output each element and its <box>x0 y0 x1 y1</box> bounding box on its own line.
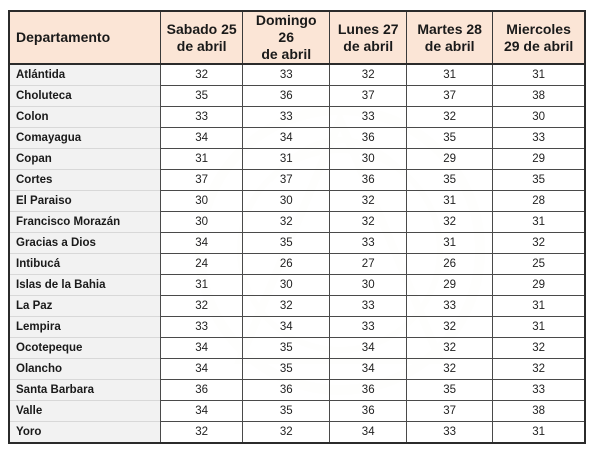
department-name: La Paz <box>9 296 161 317</box>
temp-cell: 33 <box>243 64 330 86</box>
table-row <box>9 275 585 296</box>
department-name: Islas de la Bahia <box>9 275 161 296</box>
header-sabado-25 <box>161 11 243 64</box>
table-row <box>9 149 585 170</box>
temp-cell: 34 <box>330 338 407 359</box>
temp-cell: 34 <box>161 233 243 254</box>
temp-cell: 35 <box>243 338 330 359</box>
department-name: Valle <box>9 401 161 422</box>
temp-cell: 33 <box>161 107 243 128</box>
temp-cell: 29 <box>407 275 493 296</box>
temp-cell: 32 <box>407 317 493 338</box>
table-row <box>9 212 585 233</box>
temp-cell: 32 <box>330 212 407 233</box>
temp-cell: 32 <box>493 338 585 359</box>
temp-cell: 34 <box>243 317 330 338</box>
temp-cell: 34 <box>330 359 407 380</box>
table-row <box>9 317 585 338</box>
temp-cell: 31 <box>161 275 243 296</box>
temp-cell: 36 <box>243 86 330 107</box>
department-name: Colon <box>9 107 161 128</box>
temp-cell: 32 <box>493 359 585 380</box>
header-label: de abril <box>343 37 394 54</box>
table-row <box>9 64 585 86</box>
temp-cell: 34 <box>161 338 243 359</box>
temp-cell: 31 <box>243 149 330 170</box>
temp-cell: 32 <box>243 296 330 317</box>
temp-cell: 32 <box>407 107 493 128</box>
department-name: Gracias a Dios <box>9 233 161 254</box>
temp-cell: 33 <box>330 107 407 128</box>
temp-cell: 26 <box>407 254 493 275</box>
department-name: Olancho <box>9 359 161 380</box>
department-name: Intibucá <box>9 254 161 275</box>
table-row <box>9 401 585 422</box>
header-label: Miercoles <box>506 20 571 37</box>
temp-cell: 32 <box>407 359 493 380</box>
temp-cell: 37 <box>330 86 407 107</box>
temp-cell: 35 <box>407 128 493 149</box>
table-row <box>9 128 585 149</box>
temp-cell: 31 <box>407 233 493 254</box>
temp-cell: 38 <box>493 86 585 107</box>
temp-cell: 29 <box>493 275 585 296</box>
header-martes-28 <box>407 11 493 64</box>
temp-cell: 31 <box>493 296 585 317</box>
department-name: Ocotepeque <box>9 338 161 359</box>
header-miercoles-29 <box>493 11 585 64</box>
temp-cell: 31 <box>493 64 585 86</box>
temp-cell: 34 <box>161 128 243 149</box>
department-name: Santa Barbara <box>9 380 161 401</box>
temp-cell: 35 <box>493 170 585 191</box>
temp-cell: 35 <box>161 86 243 107</box>
temp-cell: 33 <box>493 128 585 149</box>
table-row <box>9 380 585 401</box>
temp-cell: 33 <box>161 317 243 338</box>
temp-cell: 26 <box>243 254 330 275</box>
temp-cell: 29 <box>407 149 493 170</box>
table-header-row <box>9 11 585 64</box>
temp-cell: 30 <box>161 212 243 233</box>
temp-cell: 24 <box>161 254 243 275</box>
temp-cell: 36 <box>330 128 407 149</box>
header-label: Lunes 27 <box>337 20 399 37</box>
temp-cell: 31 <box>407 191 493 212</box>
temp-cell: 32 <box>407 338 493 359</box>
table-row <box>9 233 585 254</box>
temp-cell: 28 <box>493 191 585 212</box>
table-row <box>9 296 585 317</box>
temp-cell: 33 <box>243 107 330 128</box>
department-name: El Paraiso <box>9 191 161 212</box>
temp-cell: 35 <box>407 170 493 191</box>
table-row <box>9 107 585 128</box>
department-name: Choluteca <box>9 86 161 107</box>
temp-cell: 34 <box>161 401 243 422</box>
temp-cell: 34 <box>330 422 407 444</box>
temp-cell: 38 <box>493 401 585 422</box>
temp-cell: 31 <box>493 317 585 338</box>
header-label: 29 de abril <box>503 37 574 54</box>
temp-cell: 30 <box>243 191 330 212</box>
temp-cell: 29 <box>493 149 585 170</box>
temp-cell: 36 <box>330 170 407 191</box>
temp-cell: 36 <box>243 380 330 401</box>
temp-cell: 32 <box>161 64 243 86</box>
temp-cell: 35 <box>407 380 493 401</box>
department-name: Comayagua <box>9 128 161 149</box>
department-name: Cortes <box>9 170 161 191</box>
table-row <box>9 191 585 212</box>
table-row <box>9 86 585 107</box>
temp-cell: 30 <box>493 107 585 128</box>
temp-cell: 34 <box>243 128 330 149</box>
temp-cell: 33 <box>407 296 493 317</box>
temp-cell: 36 <box>330 401 407 422</box>
header-label: Sabado 25 <box>166 20 237 37</box>
temp-cell: 33 <box>330 233 407 254</box>
header-label: Departamento <box>16 29 111 45</box>
temp-cell: 35 <box>243 359 330 380</box>
header-lunes-27 <box>330 11 407 64</box>
temp-cell: 31 <box>161 149 243 170</box>
temp-cell: 36 <box>330 380 407 401</box>
temp-cell: 31 <box>493 212 585 233</box>
temp-cell: 32 <box>407 212 493 233</box>
table-row <box>9 254 585 275</box>
temp-cell: 37 <box>407 86 493 107</box>
table-row <box>9 359 585 380</box>
temp-cell: 30 <box>161 191 243 212</box>
temp-cell: 33 <box>407 422 493 444</box>
temp-cell: 31 <box>493 422 585 444</box>
department-name: Atlántida <box>9 64 161 86</box>
temp-cell: 35 <box>243 401 330 422</box>
temp-cell: 27 <box>330 254 407 275</box>
department-name: Copan <box>9 149 161 170</box>
temp-cell: 37 <box>161 170 243 191</box>
header-label: Martes 28 <box>417 20 482 37</box>
temp-cell: 30 <box>330 275 407 296</box>
department-name: Francisco Morazán <box>9 212 161 233</box>
temp-cell: 32 <box>330 64 407 86</box>
temp-cell: 31 <box>407 64 493 86</box>
temp-cell: 32 <box>330 191 407 212</box>
header-label: de abril <box>261 46 312 62</box>
temp-cell: 36 <box>161 380 243 401</box>
temp-cell: 32 <box>161 296 243 317</box>
header-label: Domingo 26 <box>255 12 317 45</box>
temp-cell: 34 <box>161 359 243 380</box>
table-row <box>9 170 585 191</box>
temp-cell: 37 <box>407 401 493 422</box>
header-label: de abril <box>424 37 475 54</box>
temperature-table <box>8 10 586 444</box>
temp-cell: 33 <box>493 380 585 401</box>
temp-cell: 35 <box>243 233 330 254</box>
header-label: de abril <box>176 37 227 54</box>
temp-cell: 32 <box>243 212 330 233</box>
temp-cell: 37 <box>243 170 330 191</box>
department-name: Yoro <box>9 422 161 444</box>
temp-cell: 25 <box>493 254 585 275</box>
temp-cell: 30 <box>243 275 330 296</box>
temp-cell: 32 <box>243 422 330 444</box>
header-domingo-26 <box>243 11 330 64</box>
temp-cell: 30 <box>330 149 407 170</box>
department-name: Lempira <box>9 317 161 338</box>
temp-cell: 32 <box>493 233 585 254</box>
header-departamento <box>9 11 161 64</box>
temp-cell: 32 <box>161 422 243 444</box>
table-row <box>9 338 585 359</box>
table-row <box>9 422 585 444</box>
temp-cell: 33 <box>330 317 407 338</box>
temp-cell: 33 <box>330 296 407 317</box>
